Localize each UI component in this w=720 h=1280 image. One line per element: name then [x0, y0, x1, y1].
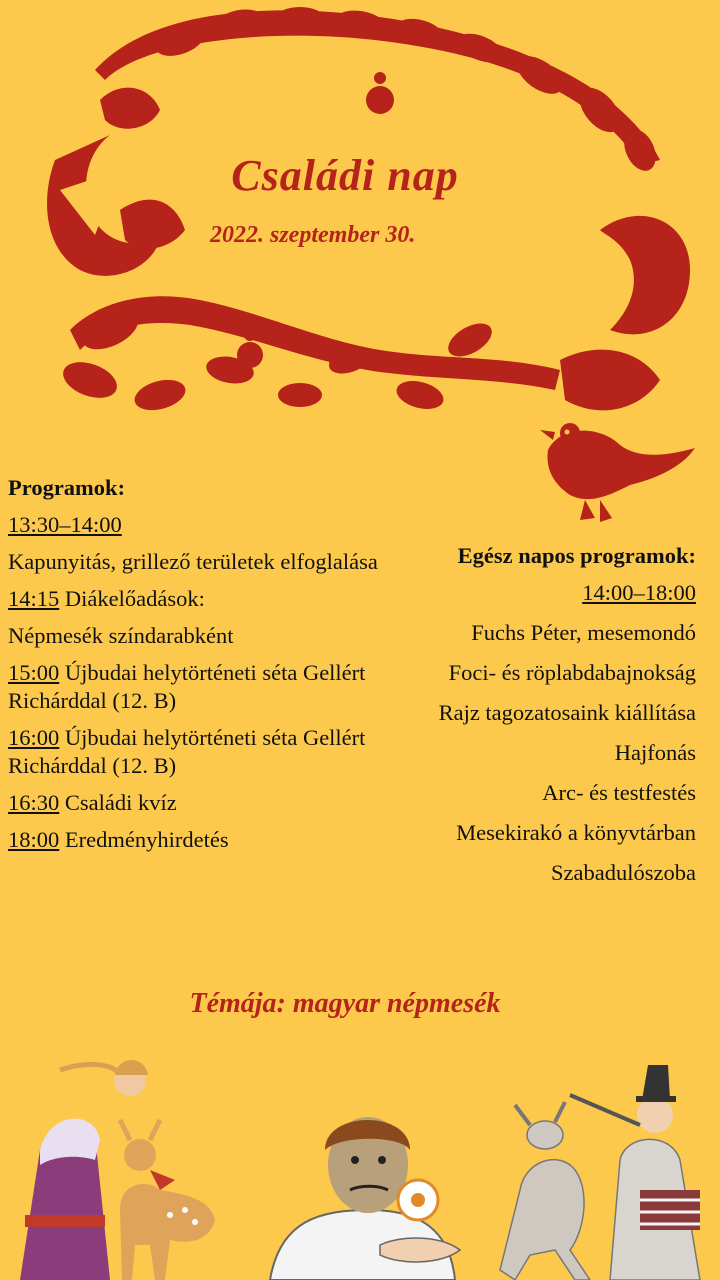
program-text: Eredményhirdetés	[59, 827, 229, 852]
dancing-goat-piper-illustration	[500, 1065, 700, 1280]
boy-with-flower-illustration	[270, 1117, 460, 1280]
all-day-item: Fuchs Péter, mesemondó	[471, 620, 696, 645]
all-day-item: Hajfonás	[614, 740, 696, 765]
program-item	[8, 659, 388, 715]
event-title: Családi nap	[231, 151, 459, 200]
program-item	[8, 622, 388, 650]
program-time: 16:30	[8, 790, 60, 815]
program-text: Újbudai helytörténeti séta Gellért Richárddal (12. B)	[8, 725, 366, 778]
program-text: Családi kvíz	[59, 790, 177, 815]
program-time: 13:30–14:00	[8, 512, 122, 537]
program-text: Kapunyitás, grillező területek elfoglalása	[8, 549, 378, 574]
program-item	[8, 724, 388, 780]
program-item	[8, 826, 388, 854]
program-text: Diákelőadások:	[59, 586, 205, 611]
programs-list	[8, 474, 388, 863]
all-day-item: Foci- és röplabdabajnokság	[448, 660, 696, 685]
program-time: 16:00	[8, 725, 60, 750]
program-item	[8, 548, 388, 576]
all-day-time: 14:00–18:00	[582, 580, 696, 605]
programs-heading: Programok:	[8, 475, 126, 500]
program-item	[8, 789, 388, 817]
program-item	[8, 585, 388, 613]
folk-tale-illustrations	[0, 1040, 720, 1280]
all-day-item: Rajz tagozatosaink kiállítása	[438, 700, 696, 725]
program-time: 14:15	[8, 586, 60, 611]
program-item	[8, 511, 388, 539]
program-text: Újbudai helytörténeti séta Gellért Richárddal (12. B)	[8, 660, 366, 713]
all-day-item: Arc- és testfestés	[542, 780, 696, 805]
bird-icon	[540, 423, 695, 522]
all-day-item: Szabadulószoba	[551, 860, 696, 885]
girl-with-deer-illustration	[20, 1060, 215, 1280]
folk-ornament-frame	[0, 0, 720, 540]
event-date: 2022. szeptember 30.	[210, 222, 416, 248]
all-day-programs	[356, 542, 696, 899]
program-text: Népmesék színdarabként	[8, 623, 234, 648]
all-day-heading: Egész napos programok:	[457, 543, 696, 568]
program-time: 18:00	[8, 827, 60, 852]
all-day-item: Mesekirakó a könyvtárban	[456, 820, 696, 845]
program-time: 15:00	[8, 660, 60, 685]
theme-title: Témája: magyar népmesék	[189, 988, 501, 1019]
